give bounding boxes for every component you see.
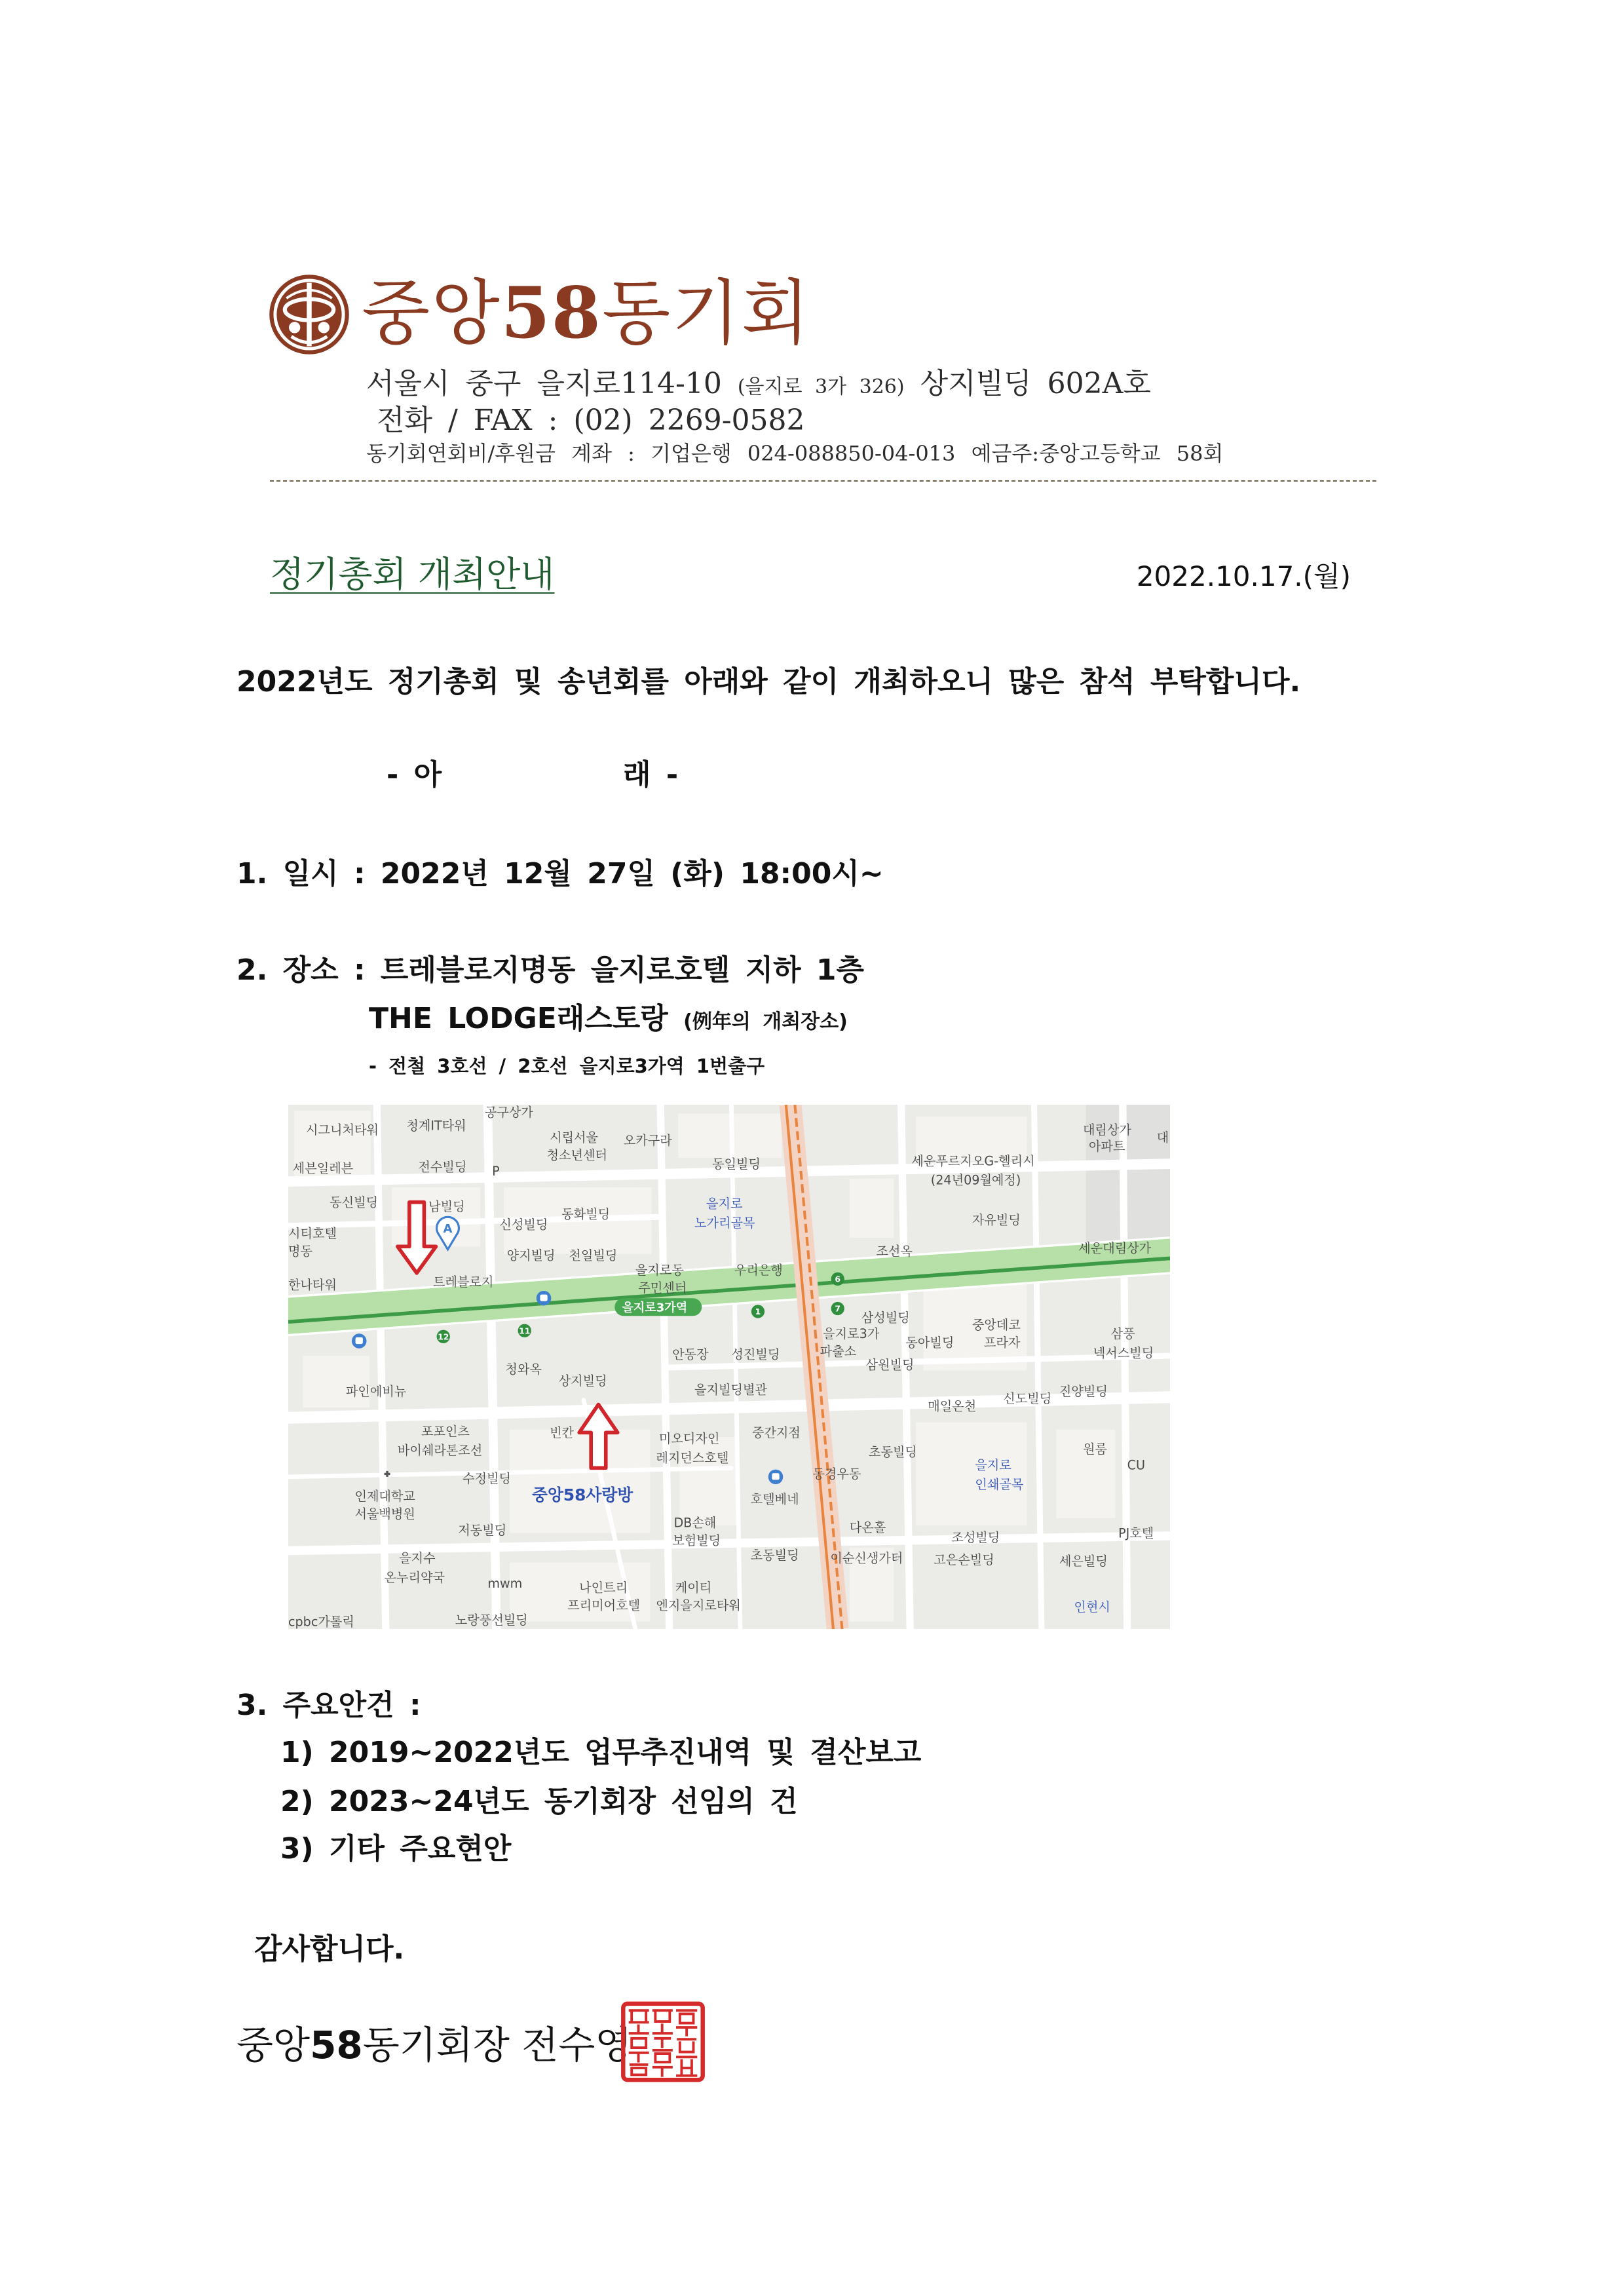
map-label: 을지로 — [706, 1196, 743, 1212]
map-label: 세은빌딩 — [1059, 1554, 1108, 1569]
map-label: 레지던스호텔 — [656, 1450, 729, 1466]
map-label: 동화빌딩 — [561, 1206, 611, 1222]
map-label: 프라자 — [983, 1335, 1021, 1350]
map-label: CU — [1127, 1457, 1145, 1473]
address-building: 상지빌딩 602A호 — [920, 367, 1151, 400]
map-label: 청소년센터 — [546, 1147, 608, 1163]
map-label: 남빌딩 — [428, 1199, 465, 1215]
map-label: (24년09월예정) — [930, 1172, 1021, 1188]
map-label: 보험빌딩 — [672, 1533, 721, 1548]
map-label: 을지로3가 — [823, 1326, 880, 1342]
address-detail: (을지로 3가 326) — [737, 375, 905, 398]
phone-fax-line: 전화 / FAX : (02) 2269-0582 — [377, 404, 805, 437]
map-label: 포포인츠 — [421, 1423, 470, 1439]
map-label: 노가리골목 — [694, 1215, 755, 1231]
bank-account-line: 동기회연회비/후원금 계좌 : 기업은행 024-088850-04-013 예금주:중앙고등학교 58회 — [366, 441, 1224, 466]
map-label: 이순신생가터 — [830, 1550, 903, 1566]
map-label: 나인트리 — [579, 1580, 628, 1596]
map-label: 미오디자인 — [658, 1431, 720, 1447]
venue-restaurant-line — [369, 999, 848, 1042]
map-label: 다온홀 — [849, 1520, 886, 1535]
bus-stop-icon — [352, 1333, 367, 1349]
map-label: 자유빌딩 — [972, 1212, 1021, 1228]
map-label: 초동빌딩 — [750, 1548, 799, 1563]
map-label: 파출소 — [820, 1344, 857, 1360]
map-label: 동신빌딩 — [330, 1195, 379, 1210]
map-label: P — [492, 1164, 500, 1179]
map-label: 명동 — [288, 1243, 312, 1259]
location-map — [288, 1105, 1170, 1629]
map-label: 삼성빌딩 — [861, 1310, 910, 1326]
map-label: 고은손빌딩 — [934, 1552, 994, 1567]
map-label: 시티호텔 — [288, 1225, 337, 1241]
map-label: 동아빌딩 — [905, 1335, 954, 1350]
address-main: 서울시 중구 을지로114-10 — [366, 367, 722, 400]
org-title-prefix: 중앙 — [362, 273, 501, 354]
map-label: 주민센터 — [638, 1280, 687, 1296]
map-label: 온누리약국 — [384, 1569, 445, 1585]
notice-title: 정기총회 개최안내 — [270, 554, 555, 595]
subway-exit-number: 12 — [438, 1331, 449, 1342]
subway-exit-number: 7 — [835, 1303, 841, 1314]
map-label: 인제대학교 — [354, 1488, 415, 1504]
map-label: 중간지점 — [751, 1425, 801, 1441]
map-label: 을지로3가역 — [622, 1301, 688, 1315]
directions-line: - 전철 3호선 / 2호선 을지로3가역 1번출구 — [369, 1055, 765, 1077]
venue-restaurant: THE LODGE래스토랑 — [369, 1002, 668, 1035]
notice-date: 2022.10.17.(월) — [1136, 560, 1351, 592]
map-label: 아파트 — [1088, 1138, 1125, 1154]
map-label: 대 — [1156, 1130, 1169, 1145]
closing-thanks: 감사합니다. — [254, 1932, 405, 1966]
map-label: 한나타워 — [288, 1277, 337, 1293]
map-label: 시립서울 — [550, 1130, 599, 1145]
map-label: 인쇄골목 — [975, 1476, 1024, 1492]
map-label: DB손해 — [673, 1515, 717, 1531]
map-label: 파인에비뉴 — [345, 1383, 407, 1399]
arae-right: 래 - — [623, 758, 679, 792]
map-label: 중앙데코 — [972, 1317, 1021, 1333]
map-label: 상지빌딩 — [558, 1373, 607, 1389]
map-label: 청와옥 — [505, 1362, 542, 1377]
map-label: 천일빌딩 — [569, 1248, 618, 1263]
signer-number: 58 — [310, 2023, 363, 2067]
map-label: mwm — [487, 1575, 523, 1591]
signature — [236, 2020, 632, 2070]
map-label: 신성빌딩 — [499, 1217, 548, 1233]
map-label: 호텔베네 — [750, 1491, 799, 1507]
map-label: 프리미어호텔 — [567, 1598, 641, 1613]
map-label: 트레블로지 — [432, 1274, 494, 1290]
map-label: 케이티 — [675, 1580, 712, 1596]
map-label: 빈칸 — [550, 1425, 575, 1441]
venue-note: (例年의 개최장소) — [683, 1010, 848, 1033]
map-label: 오카구라 — [623, 1132, 672, 1148]
map-label: 삼원빌딩 — [865, 1357, 915, 1373]
header-divider — [270, 480, 1376, 482]
map-label: 을지로동 — [635, 1263, 684, 1278]
map-label: 안동장 — [672, 1347, 709, 1362]
bus-stop-icon — [537, 1291, 552, 1306]
map-label: 인현시 — [1074, 1599, 1110, 1615]
map-label: 동경우동 — [812, 1466, 861, 1482]
map-label: 세운대림상가 — [1078, 1240, 1152, 1256]
map-label: 을지수 — [399, 1550, 436, 1566]
map-label: 노랑풍선빌딩 — [455, 1613, 528, 1628]
map-label: 서울백병원 — [354, 1506, 415, 1521]
map-label: 공구상가 — [484, 1105, 533, 1120]
address-line — [366, 366, 1151, 406]
org-title-suffix: 동기회 — [601, 273, 811, 354]
map-pin-label: A — [443, 1221, 453, 1236]
map-label: 양지빌딩 — [506, 1248, 556, 1263]
map-label: 조성빌딩 — [951, 1530, 1000, 1546]
map-label: PJ호텔 — [1118, 1525, 1154, 1541]
subway-exit-number: 11 — [519, 1326, 531, 1336]
org-title-number: 58 — [500, 272, 602, 354]
map-label: 저동빌딩 — [458, 1522, 507, 1538]
agenda-item: 1) 2019~2022년도 업무추진내역 및 결산보고 — [280, 1736, 922, 1769]
map-label: 전수빌딩 — [418, 1159, 467, 1175]
subway-exit-number: 6 — [835, 1274, 841, 1284]
map-label: 우리은행 — [734, 1263, 783, 1278]
map-label: 대림상가 — [1082, 1122, 1131, 1138]
notice-intro: 2022년도 정기총회 및 송년회를 아래와 같이 개최하오니 많은 참석 부탁합니다. — [236, 665, 1301, 698]
map-label: 바이쉐라톤조선 — [397, 1443, 483, 1459]
map-label: 넥서스빌딩 — [1093, 1345, 1154, 1361]
map-label: 조선옥 — [876, 1243, 913, 1259]
map-label: 매일온천 — [928, 1398, 977, 1414]
logo-emblem-icon — [269, 274, 350, 355]
map-label: 성진빌딩 — [731, 1347, 780, 1362]
agenda-item: 2) 2023~24년도 동기회장 선임의 건 — [280, 1785, 798, 1818]
map-label: 세운푸르지오G-헬리시 — [911, 1153, 1035, 1169]
official-seal — [620, 2001, 706, 2082]
signer-suffix: 동기회장 전수영 — [362, 2023, 632, 2067]
venue-item: 2. 장소 : 트레블로지명동 을지로호텔 지하 1층 — [236, 953, 865, 987]
map-label: cpbc가톨릭 — [288, 1614, 354, 1629]
map-label: 동일빌딩 — [712, 1156, 761, 1172]
map-label: 수정빌딩 — [463, 1470, 512, 1486]
map-label: 엔지을지로타워 — [656, 1598, 741, 1613]
org-title — [362, 271, 811, 356]
agenda-item: 3) 기타 주요현안 — [280, 1832, 512, 1866]
map-label: 신도빌딩 — [1003, 1391, 1052, 1407]
map-label: 삼풍 — [1110, 1326, 1135, 1342]
map-label: 청계IT타워 — [406, 1118, 466, 1134]
agenda-heading: 3. 주요안건 : — [236, 1689, 421, 1722]
subway-exit-number: 1 — [755, 1307, 761, 1316]
map-label: 세븐일레븐 — [292, 1160, 354, 1176]
map-label: 원룸 — [1082, 1441, 1107, 1457]
map-label: 진양빌딩 — [1059, 1383, 1108, 1399]
map-label: 중앙58사랑방 — [532, 1485, 633, 1504]
map-label: 초동빌딩 — [869, 1444, 918, 1460]
map-label: 을지빌딩별관 — [694, 1382, 767, 1398]
signer-prefix: 중앙 — [236, 2023, 311, 2067]
schedule-item: 1. 일시 : 2022년 12월 27일 (화) 18:00시~ — [236, 857, 884, 890]
bus-stop-icon — [768, 1470, 784, 1485]
map-label: 시그니처타워 — [306, 1122, 379, 1138]
arae-left: - 아 — [387, 758, 442, 792]
map-label: 을지로 — [975, 1457, 1011, 1473]
